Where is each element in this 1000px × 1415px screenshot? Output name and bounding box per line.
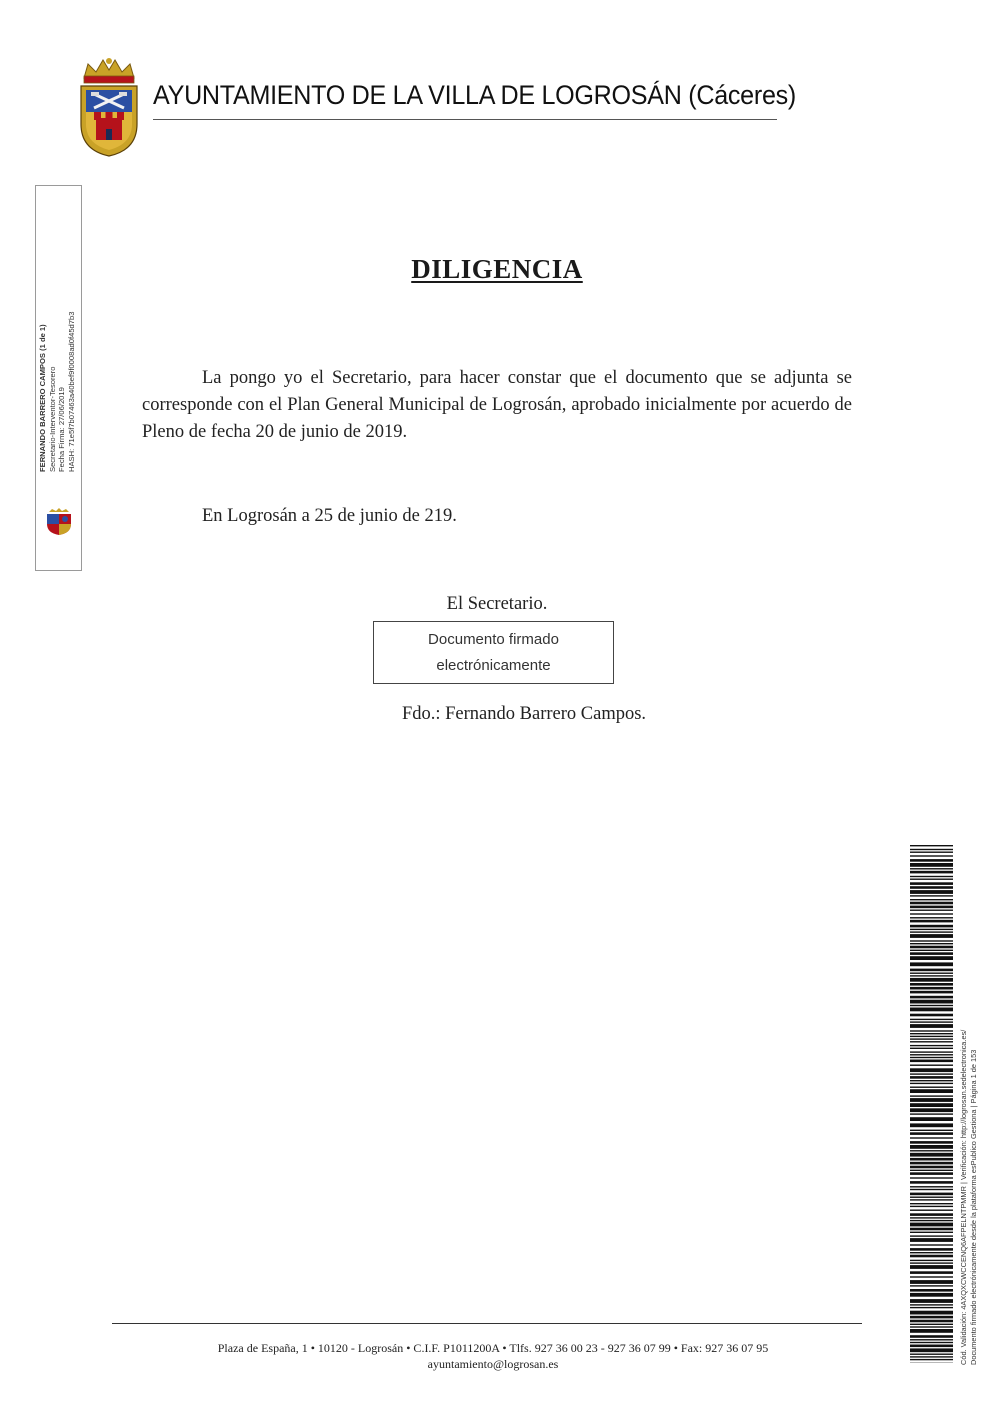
barcode-bar: [910, 1076, 953, 1079]
barcode-bar: [910, 920, 953, 923]
barcode-bar: [910, 1220, 953, 1221]
header-title: AYUNTAMIENTO DE LA VILLA DE LOGROSÁN (Cáceres): [153, 80, 797, 110]
validation-platform-line: Documento firmado electrónicamente desde la plataforma esPublico Gestiona | Página 1 de 153: [969, 1049, 978, 1365]
barcode-bar: [910, 1073, 953, 1074]
barcode-bar: [910, 1316, 953, 1319]
barcode-bar: [910, 1153, 953, 1157]
barcode-bar: [910, 1223, 953, 1227]
barcode-bar: [910, 913, 953, 914]
barcode-bar: [910, 952, 953, 955]
barcode-bar: [910, 871, 953, 874]
barcode-bar: [910, 1172, 953, 1175]
barcode-bar: [910, 1232, 953, 1233]
barcode-bar: [910, 987, 953, 990]
barcode-bar: [910, 1235, 953, 1236]
barcode-bar: [910, 1244, 953, 1245]
barcode-bar: [910, 1265, 953, 1269]
validation-text: [959, 845, 979, 1365]
barcode-bar: [910, 1141, 953, 1144]
barcode-bar: [910, 895, 953, 896]
barcode-bar: [910, 1335, 953, 1338]
barcode-bar: [910, 1193, 953, 1196]
barcode-bar: [910, 863, 953, 867]
barcode-bar: [910, 1262, 953, 1263]
barcode-bar: [910, 991, 953, 994]
barcode-bar: [910, 1045, 953, 1046]
barcode-bar: [910, 925, 953, 928]
barcode-bar: [910, 1166, 953, 1169]
barcode-bar: [910, 1248, 953, 1251]
barcode-bar: [910, 1137, 953, 1138]
barcode-bar: [910, 1210, 953, 1211]
barcode-bar: [910, 1038, 953, 1039]
barcode-bar: [910, 910, 953, 911]
barcode-bar: [910, 1162, 953, 1165]
barcode-bar: [910, 917, 953, 918]
barcode-bar: [910, 1030, 953, 1031]
barcode-bar: [910, 950, 953, 951]
barcode-bar: [910, 1087, 953, 1088]
validation-code-line: Cód. Validación: 4AXQXCWCCENQ6AFPELNTPMMR | Verificación: http://logrosan.sedelectronica.es/: [959, 1029, 968, 1365]
barcode-bar: [910, 1103, 953, 1107]
barcode-bar: [910, 845, 953, 846]
barcode-bar: [910, 1199, 953, 1200]
barcode-bar: [910, 1276, 953, 1277]
barcode-bar: [910, 868, 953, 869]
body-paragraph: La pongo yo el Secretario, para hacer constar que el documento que se adjunta se corresponde con el Plan General Municipal de Logrosán, aprobado inicialmente por acuerdo de Pleno de fecha 20 de junio de 2019.: [142, 368, 852, 442]
signer-position-line: Secretario-Interventor-Tesorero: [47, 366, 57, 472]
stamp-line-2: electrónicamente: [436, 657, 551, 674]
barcode-bar: [910, 1117, 953, 1121]
barcode-bar: [910, 1065, 953, 1066]
signature-stamp-text: [38, 272, 78, 472]
barcode-bar: [910, 1271, 953, 1274]
barcode-bar: [910, 1285, 953, 1286]
barcode-bar: [910, 931, 953, 932]
barcode-bar: [910, 1068, 953, 1072]
barcode-bar: [910, 1024, 953, 1028]
barcode-bar: [910, 1329, 953, 1333]
barcode-bar: [910, 1108, 953, 1112]
barcode-bar: [910, 934, 953, 938]
stamp-line-1: Documento firmado: [428, 631, 559, 648]
barcode-bar: [910, 906, 953, 909]
barcode-bar: [910, 1083, 953, 1084]
barcode-bar: [910, 1217, 953, 1218]
barcode-bar: [910, 1051, 953, 1052]
barcode-bar: [910, 1177, 953, 1178]
barcode-bar: [910, 1008, 953, 1012]
barcode-bar: [910, 1033, 953, 1034]
barcode-bar: [910, 1186, 953, 1187]
barcode-bar: [910, 1206, 953, 1207]
barcode-bar: [910, 1123, 953, 1127]
signature-date-line: Fecha Firma: 27/06/2019: [57, 387, 66, 472]
barcode-bar: [910, 1238, 953, 1242]
barcode-bar: [910, 1293, 953, 1297]
barcode-bar: [910, 1170, 953, 1171]
barcode-bar: [910, 940, 953, 941]
barcode-bar: [910, 1203, 953, 1204]
barcode-bar: [910, 943, 953, 944]
barcode-bar: [910, 1304, 953, 1305]
barcode-bar: [910, 1311, 953, 1315]
barcode-bar: [910, 1299, 953, 1303]
barcode-bar: [910, 1181, 953, 1184]
barcode-bar: [910, 1054, 953, 1055]
document-title: DILIGENCIA: [411, 254, 583, 284]
barcode-bar: [910, 946, 953, 949]
barcode-bar: [910, 902, 953, 905]
barcode-bar: [910, 1113, 953, 1114]
footer-address: Plaza de España, 1 • 10120 - Logrosán • C.I.F. P1011200A • Tlfs. 927 36 00 23 - 927 36 07 99 • Fax: 927 36 07 95: [217, 1341, 769, 1355]
barcode-bar: [910, 882, 953, 885]
municipal-logo-icon: [44, 508, 74, 536]
barcode-bar: [910, 1021, 953, 1022]
signer-name: Fdo.: Fernando Barrero Campos.: [401, 704, 647, 724]
barcode-bar: [910, 890, 953, 894]
barcode-bar: [910, 1197, 953, 1198]
barcode-bar: [910, 1098, 953, 1102]
barcode-bar: [910, 1280, 953, 1284]
barcode-bar: [910, 975, 953, 976]
barcode-bar: [910, 1158, 953, 1161]
barcode-bar: [910, 852, 953, 853]
barcode-bar: [910, 1189, 953, 1190]
signer-role: El Secretario.: [446, 594, 548, 614]
barcode-bar: [910, 1095, 953, 1096]
barcode-bar: [910, 1324, 953, 1325]
barcode-bar: [910, 1048, 953, 1049]
electronic-signature-box: [373, 621, 614, 684]
barcode-bar: [910, 1252, 953, 1253]
coat-of-arms-icon: [78, 54, 140, 158]
barcode-bar: [910, 1005, 953, 1006]
signature-hash-line: HASH: 71e5f7b07463a40bef9f0008ad0f45d7b3: [66, 311, 76, 472]
footer-email: ayuntamiento@logrosan.es: [427, 1357, 559, 1371]
barcode-bar: [910, 1019, 953, 1020]
barcode-bar: [910, 983, 953, 986]
barcode-icon: [910, 845, 953, 1363]
barcode-bar: [910, 1036, 953, 1037]
barcode-bar: [910, 996, 953, 999]
barcode-bar: [910, 876, 953, 877]
barcode-bar: [910, 1228, 953, 1231]
barcode-bar: [910, 1260, 953, 1261]
barcode-bar: [910, 973, 953, 974]
barcode-bar: [910, 849, 953, 850]
barcode-bar: [910, 1213, 953, 1216]
barcode-bar: [910, 956, 953, 960]
barcode-bar: [910, 1041, 953, 1042]
barcode-bar: [910, 962, 953, 966]
barcode-bar: [910, 1320, 953, 1323]
barcode-bar: [910, 1307, 953, 1308]
barcode-bar: [910, 899, 953, 900]
barcode-bar: [910, 1057, 953, 1058]
barcode-bar: [910, 1326, 953, 1327]
barcode-bar: [910, 1014, 953, 1017]
barcode-bar: [910, 1089, 953, 1093]
header-divider: [153, 119, 777, 120]
barcode-bar: [910, 1150, 953, 1151]
footer-divider: [112, 1323, 862, 1324]
barcode-bar: [910, 855, 953, 856]
barcode-bar: [910, 929, 953, 930]
barcode-bar: [910, 1080, 953, 1081]
barcode-bar: [910, 859, 953, 862]
barcode-bar: [910, 879, 953, 880]
signature-stamp: [35, 185, 82, 571]
barcode-bar: [910, 1000, 953, 1004]
place-date: En Logrosán a 25 de junio de 219.: [202, 506, 457, 526]
barcode-bar: [910, 1130, 953, 1131]
barcode-bar: [910, 978, 953, 982]
barcode-bar: [910, 886, 953, 889]
barcode-bar: [910, 1289, 953, 1292]
barcode-bar: [910, 1145, 953, 1149]
barcode-bar: [910, 969, 953, 972]
barcode-bar: [910, 1060, 953, 1063]
signer-line: FERNANDO BARRERO CAMPOS (1 de 1): [38, 324, 47, 472]
barcode-bar: [910, 1255, 953, 1258]
barcode-bar: [910, 1132, 953, 1135]
